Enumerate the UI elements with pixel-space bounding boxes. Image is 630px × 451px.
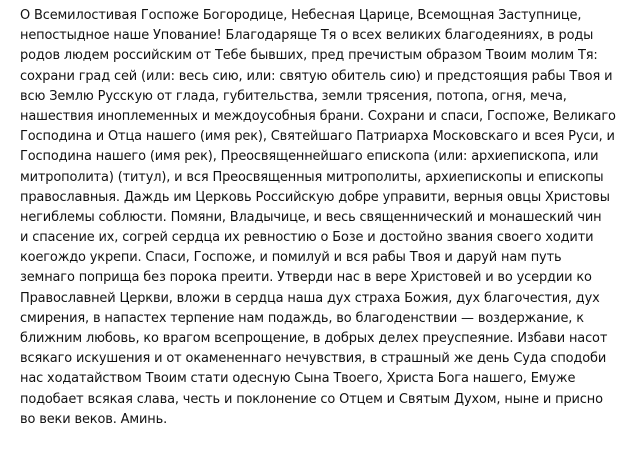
text-line-15: Православней Церкви, вложи в сердца наша дух страха Божия, дух благочестия, дух bbox=[20, 290, 600, 306]
text-line-8: Господина нашего (имя рек), Преосвященнейшаго епископа (или: архиепископа, или bbox=[20, 149, 599, 165]
text-line-9: митрополита) (титул), и вся Преосвященныя митрополиты, архиепископы и епископы bbox=[20, 169, 604, 185]
text-line-20: подобает всякая слава, честь и поклонение со Отцем и Святым Духом, ныне и присно bbox=[20, 391, 603, 407]
text-line-3: родов людем российским от Тебе бывших, пред пречистым образом Твоим молим Тя: bbox=[20, 48, 598, 64]
text-line-11: негиблемы соблюсти. Помяни, Владычице, и весь священнический и монашеский чин bbox=[20, 209, 602, 225]
text-line-18: всякаго искушения и от окамененнаго нечувствия, в страшный же день Суда сподоби bbox=[20, 351, 607, 367]
text-line-14: земнаго поприща без порока преити. Утверди нас в вере Христовей и во усердии ко bbox=[20, 270, 592, 286]
text-line-17: ближним любовь, ко врагом всепрощение, в добрых делех преуспеяние. Избави насот bbox=[20, 331, 608, 346]
prayer-text bbox=[20, 6, 628, 430]
text-line-7: Господина и Отца нашего (имя рек), Святейшаго Патриарха Московскаго и всея Руси, и bbox=[20, 129, 615, 145]
text-line-21: во веки веков. Аминь. bbox=[20, 411, 168, 427]
text-line-4: сохрани град сей (или: весь сию, или: святую обитель сию) и предстоящия рабы Твоя и bbox=[20, 68, 613, 84]
text-line-12: и спасение их, согрей сердца их ревностию о Бозе и достойно звания своего ходити bbox=[20, 230, 594, 246]
text-line-6: нашествия иноплеменных и междоусобныя брани. Сохрани и спаси, Госпоже, Великаго bbox=[20, 108, 616, 124]
text-line-16: смирения, в напастех терпение нам подаждь, во благоденствии — воздержание, к bbox=[20, 310, 584, 326]
text-line-19: нас ходатайством Твоим стати одесную Сына Твоего, Христа Бога нашего, Емуже bbox=[20, 371, 576, 387]
text-line-1: О Всемилостивая Госпоже Богородице, Небесная Царице, Всемощная Заступнице, bbox=[20, 8, 582, 23]
text-line-5: всю Землю Русскую от глада, губительства, земли трясения, потопа, огня, меча, bbox=[20, 88, 567, 104]
text-line-2: непостыдное наше Упование! Благодаряще Тя о всех великих благодеяниях, в роды bbox=[20, 28, 594, 44]
text-line-13: коегождо укрепи. Спаси, Госпоже, и помилуй и вся рабы Твоя и даруй нам путь bbox=[20, 250, 562, 266]
text-line-10: православныя. Даждь им Церковь Российскую добре управити, верныя овцы Христовы bbox=[20, 189, 610, 205]
